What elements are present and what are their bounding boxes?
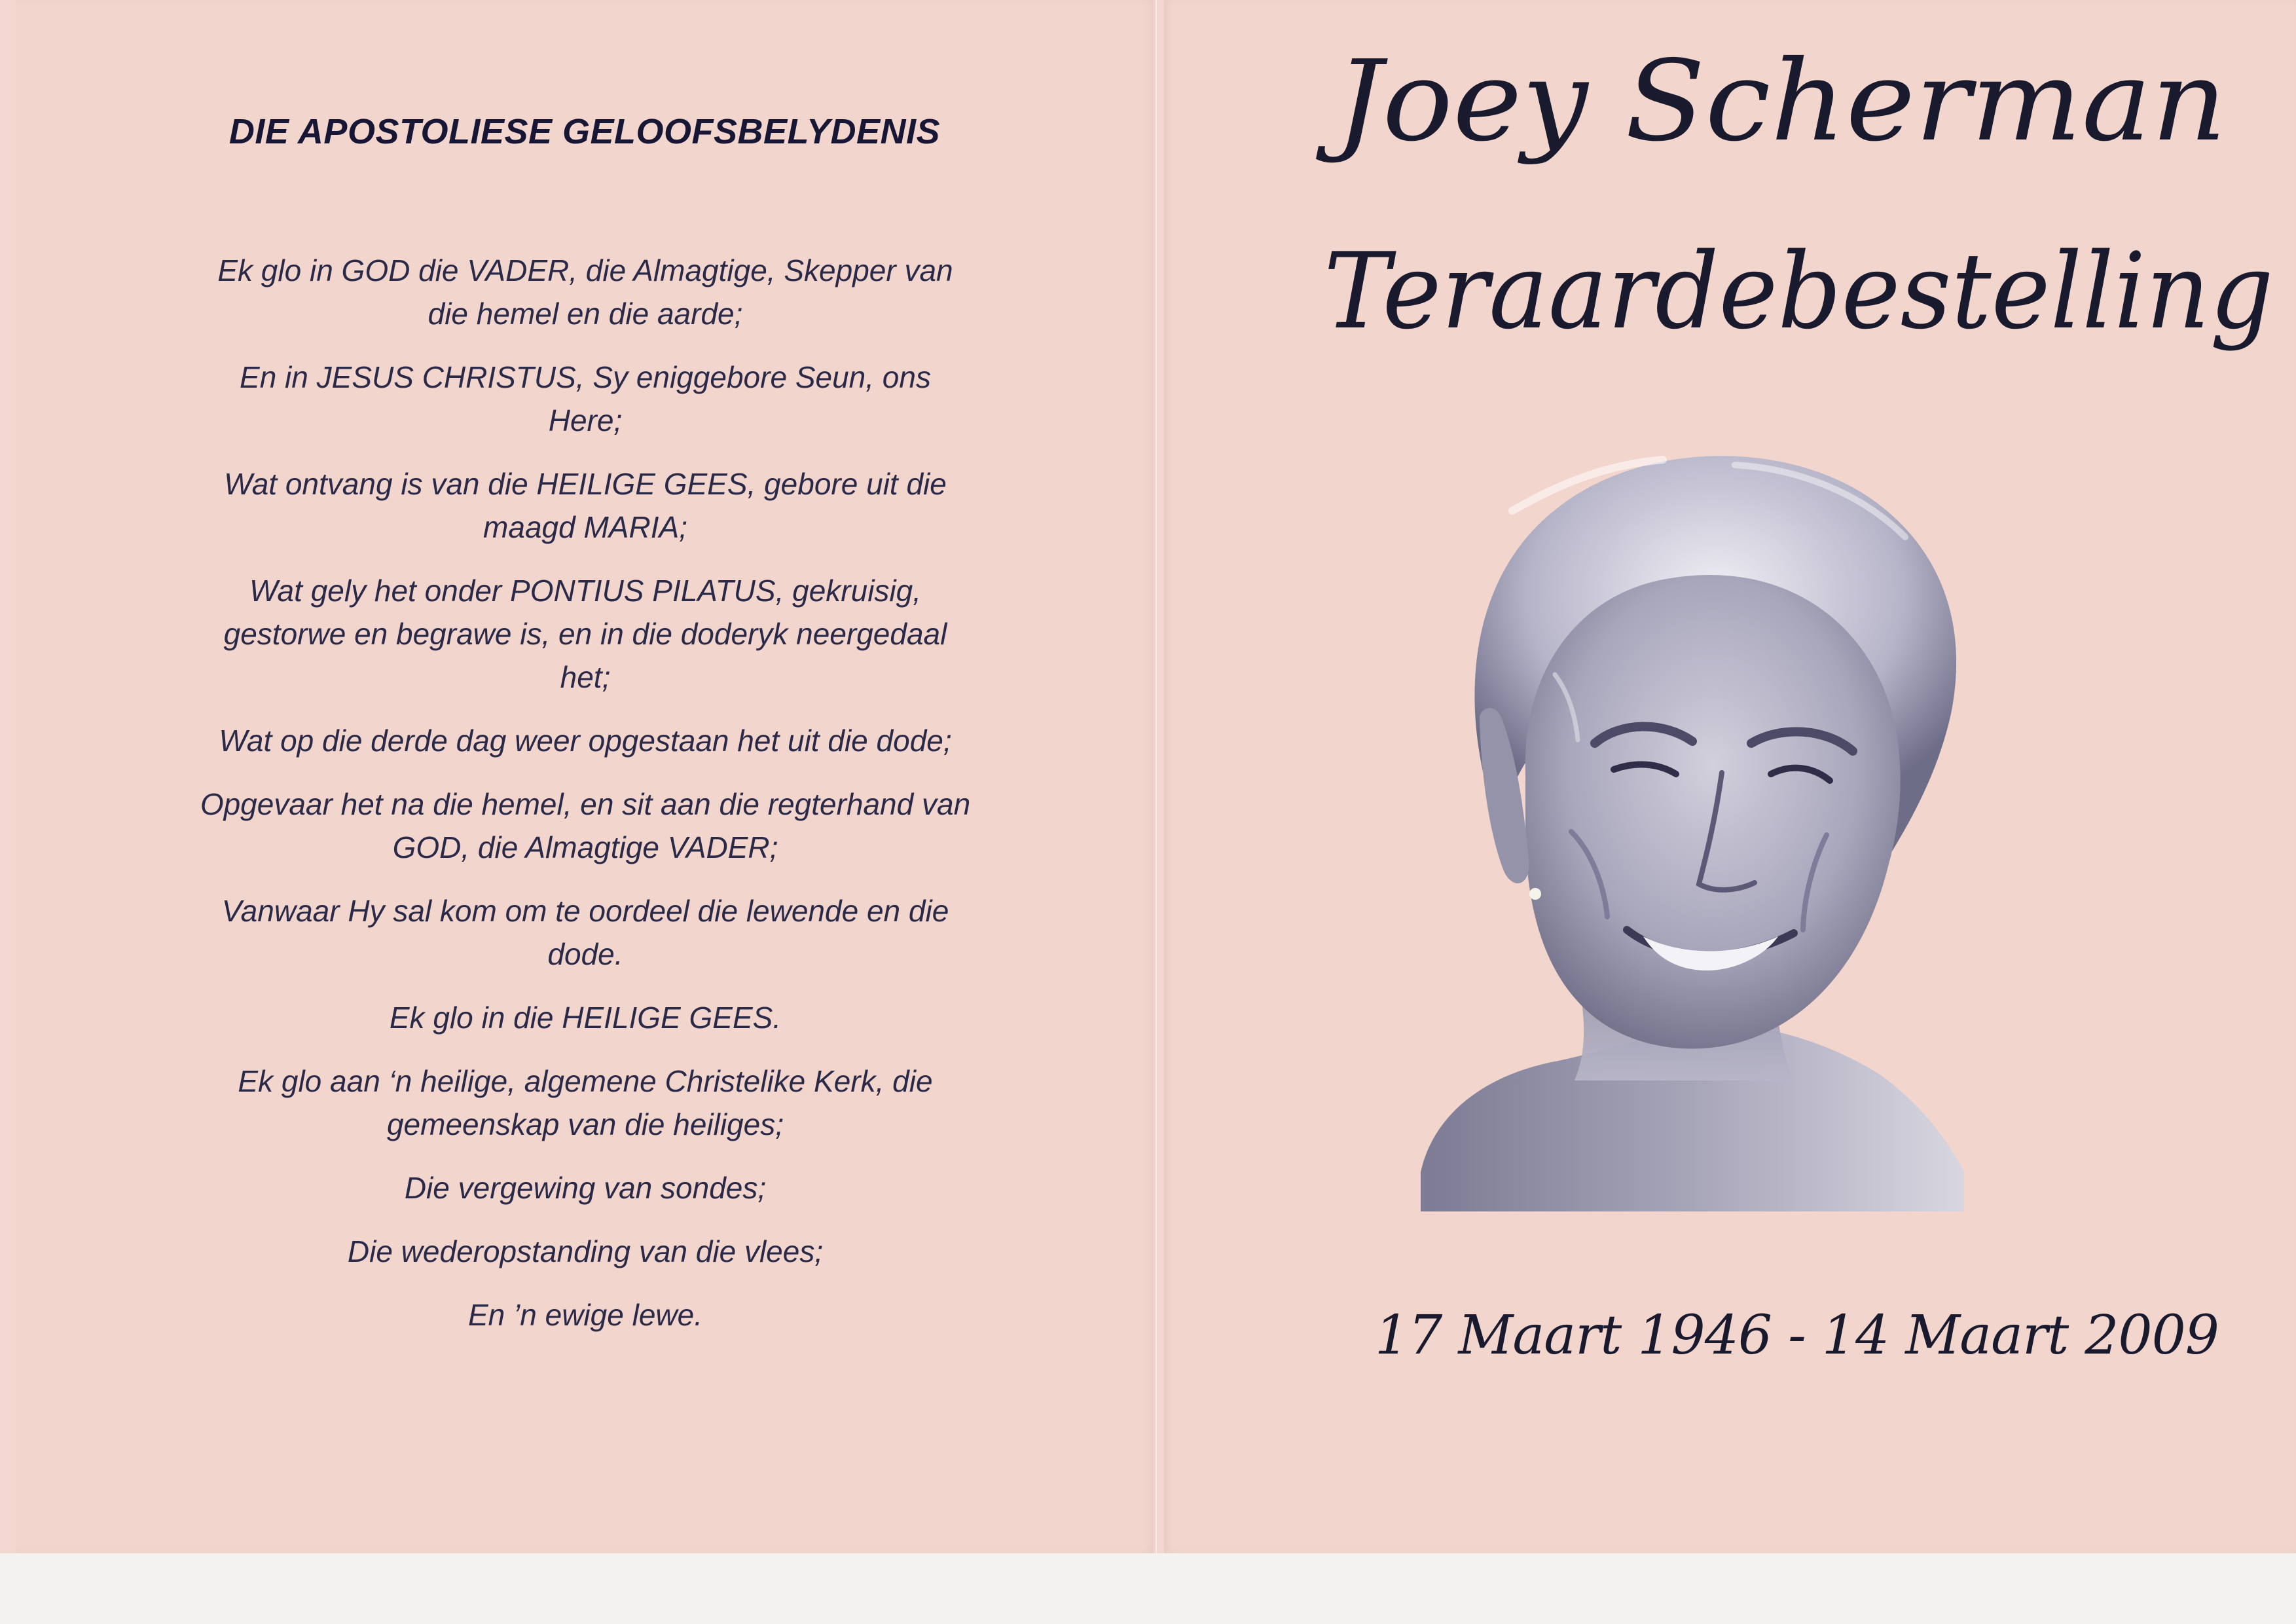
- creed-paragraph: Vanwaar Hy sal kom om te oordeel die lewende en die dode.: [221, 894, 949, 971]
- creed-paragraph: Die vergewing van sondes;: [404, 1171, 767, 1205]
- deceased-name: Joey Scherman: [1336, 37, 2227, 166]
- service-title: Teraardebestelling: [1324, 230, 2274, 352]
- creed-paragraph: Ek glo in die HEILIGE GEES.: [389, 1001, 782, 1035]
- fold-line: [1155, 0, 1157, 1553]
- creed-title: DIE APOSTOLIESE GELOOFSBELYDENIS: [228, 112, 941, 151]
- creed-paragraph: Ek glo in GOD die VADER, die Almagtige, Skepper van die hemel en die aarde;: [217, 253, 953, 331]
- creed-paragraph: Wat op die derde dag weer opgestaan het uit die dode;: [219, 724, 952, 758]
- creed-paragraph: Ek glo aan ‘n heilige, algemene Christelike Kerk, die gemeenskap van die heiliges;: [238, 1064, 933, 1141]
- portrait-illustration: [1408, 432, 1977, 1211]
- creed-paragraph: En ’n ewige lewe.: [468, 1298, 702, 1332]
- creed-paragraph: En in JESUS CHRISTUS, Sy eniggebore Seun, ons Here;: [240, 360, 931, 437]
- left-page: [16, 0, 1154, 1553]
- creed-text: [199, 249, 972, 1357]
- creed-paragraph: Opgevaar het na die hemel, en sit aan die regterhand van GOD, die Almagtige VADER;: [200, 787, 971, 864]
- creed-paragraph: Wat ontvang is van die HEILIGE GEES, gebore uit die maagd MARIA;: [224, 467, 947, 544]
- creed-paragraph: Die wederopstanding van die vlees;: [347, 1234, 824, 1268]
- scan-bottom-margin: [0, 1553, 2296, 1624]
- portrait-photo: [1408, 432, 1977, 1211]
- life-dates: 17 Maart 1946 - 14 Maart 2009: [1375, 1304, 2219, 1367]
- creed-paragraph: Wat gely het onder PONTIUS PILATUS, gekruisig, gestorwe en begrawe is, en in die doderyk neergedaal het;: [223, 574, 947, 694]
